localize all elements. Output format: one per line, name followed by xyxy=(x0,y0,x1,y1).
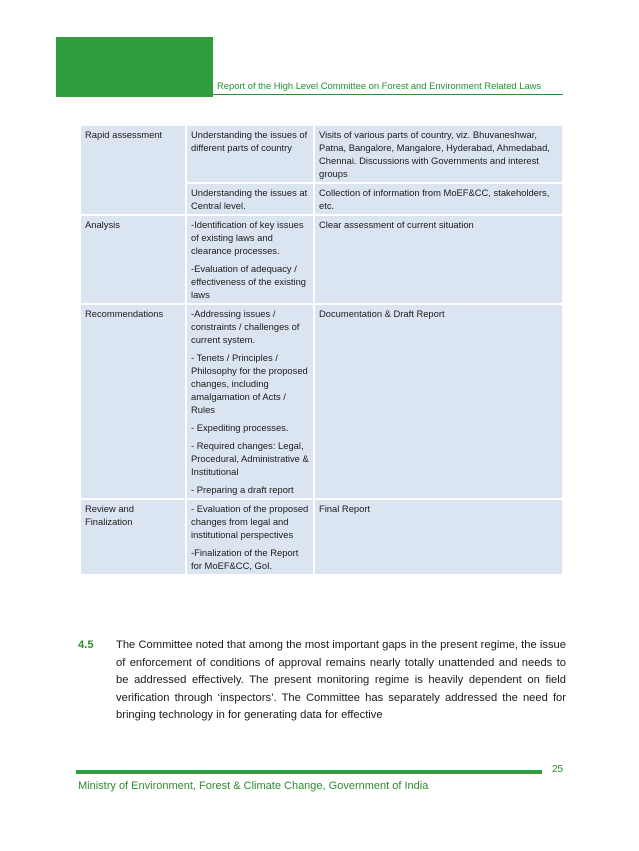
process-item: Understanding the issues at Central level. xyxy=(191,187,308,211)
header-green-block xyxy=(56,37,213,97)
output-text: Clear assessment of current situation xyxy=(319,219,474,230)
process-item: - Preparing a draft report xyxy=(191,484,294,495)
table-row xyxy=(81,500,562,574)
process-cell xyxy=(187,126,313,182)
footer-ministry-text: Ministry of Environment, Forest & Climate Change, Government of India xyxy=(78,780,429,792)
output-cell xyxy=(315,126,562,182)
output-cell xyxy=(315,500,562,574)
process-item: - Expediting processes. xyxy=(191,422,289,433)
output-text: Documentation & Draft Report xyxy=(319,308,445,319)
stage-cell xyxy=(81,126,185,214)
output-text: Collection of information from MoEF&CC, stakeholders, etc. xyxy=(319,187,550,211)
process-item: -Finalization of the Report for MoEF&CC, GoI. xyxy=(191,547,299,571)
paragraph-text: The Committee noted that among the most important gaps in the present regime, the issue of enforcement of conditions of approval remains nearly totally unattended and needs to be addressed effectively. The present monitoring regime is heavily dependent on field verification through ‘inspectors’. The Committee has separately addressed the need for bringing technology in for generating data for effective xyxy=(116,639,566,721)
footer-rule xyxy=(76,770,542,774)
stage-cell xyxy=(81,305,185,498)
output-cell xyxy=(315,305,562,498)
process-item: -Identification of key issues of existing laws and clearance processes. xyxy=(191,219,304,256)
stage-label: Review and Finalization xyxy=(85,503,134,527)
table-row xyxy=(81,216,562,303)
stage-label: Rapid assessment xyxy=(85,129,163,140)
stage-label: Analysis xyxy=(85,219,120,230)
stage-cell xyxy=(81,500,185,574)
process-cell xyxy=(187,216,313,303)
process-item: - Evaluation of the proposed changes from legal and institutional perspectives xyxy=(191,503,309,540)
header-rule xyxy=(213,94,563,95)
process-item: Understanding the issues of different parts of country xyxy=(191,129,308,153)
output-text: Visits of various parts of country, viz. Bhuvaneshwar, Patna, Bangalore, Mangalore, Hyderabad, Ahmedabad, Chennai. Discussions with Governments and interest groups xyxy=(319,129,550,179)
table-row xyxy=(81,126,562,182)
stage-cell xyxy=(81,216,185,303)
output-text: Final Report xyxy=(319,503,371,514)
report-header-title: Report of the High Level Committee on Forest and Environment Related Laws xyxy=(217,80,542,91)
process-table xyxy=(79,124,564,576)
process-item: -Evaluation of adequacy / effectiveness of the existing laws xyxy=(191,263,306,300)
stage-label: Recommendations xyxy=(85,308,164,319)
process-item: - Tenets / Principles / Philosophy for the proposed changes, including amalgamation of Acts / Rules xyxy=(191,352,308,415)
output-cell xyxy=(315,184,562,214)
paragraph-number: 4.5 xyxy=(78,639,94,651)
process-cell xyxy=(187,500,313,574)
table-row xyxy=(81,305,562,498)
page-number: 25 xyxy=(552,764,564,775)
process-cell xyxy=(187,184,313,214)
paragraph-4-5 xyxy=(78,637,566,725)
process-cell xyxy=(187,305,313,498)
process-item: -Addressing issues / constraints / challenges of current system. xyxy=(191,308,300,345)
process-item: - Required changes: Legal, Procedural, Administrative & Institutional xyxy=(191,440,309,477)
output-cell xyxy=(315,216,562,303)
